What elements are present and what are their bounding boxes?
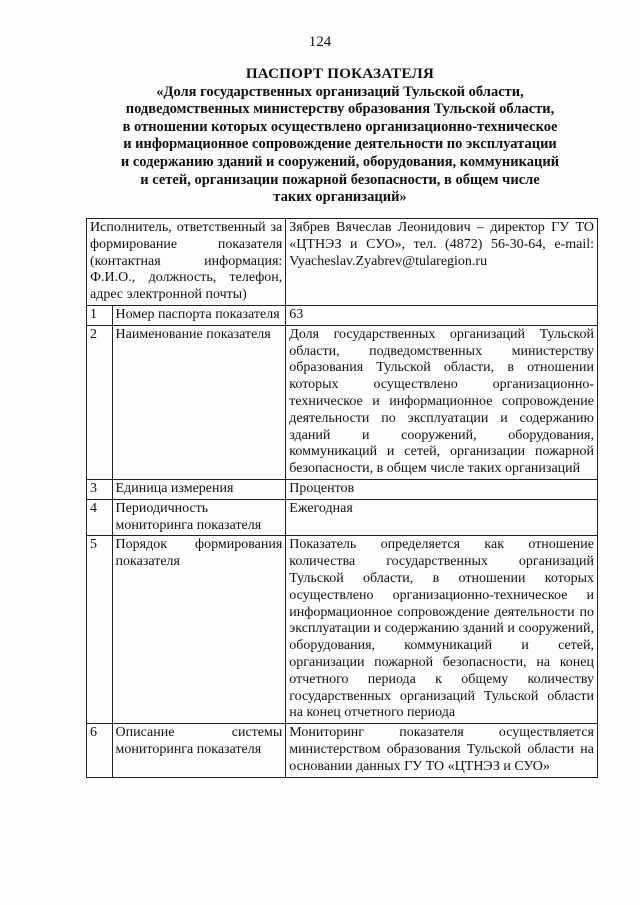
title-line: «Доля государственных организаций Тульской области, [156,83,524,100]
row-label: Единица измерения [112,479,286,499]
executor-label: Исполнитель, ответственный за формирование показателя (контактная информация: Ф.И.О., должность, телефон, адрес электронной почты) [87,219,286,306]
row-number: 6 [87,724,113,777]
page-number: 124 [308,34,332,50]
title-line: подведомственных министерству образования Тульской области, [125,101,555,118]
table-row-executor [87,219,598,306]
row-value: Мониторинг показателя осуществляется министерством образования Тульской области на основании данных ГУ ТО «ЦТНЭЗ и СУО» [286,724,598,777]
row-number: 2 [87,325,113,479]
title-line: в отношении которых осуществлено организационно-техническое [122,118,558,135]
table-row [87,325,598,479]
row-label: Периодичность мониторинга показателя [112,499,286,536]
passport-table [86,218,598,778]
row-number: 1 [87,305,113,325]
title-line: и информационное сопровождение деятельности по эксплуатации [123,136,557,153]
row-number: 5 [87,536,113,724]
row-label: Номер паспорта показателя [112,305,286,325]
row-label: Описание системы мониторинга показателя [112,724,286,777]
document-title [100,66,580,207]
row-label: Порядок формирования показателя [112,536,286,724]
title-line: и содержанию зданий и сооружений, оборудования, коммуникаций [120,153,560,170]
row-value: 63 [286,305,598,325]
executor-value: Зябрев Вячеслав Леонидович – директор ГУ ТО «ЦТНЭЗ и СУО», тел. (4872) 56-30-64, e-mail: Vyacheslav.Zyabrev@tularegion.ru [286,219,598,306]
title-line: таких организаций» [273,189,407,206]
row-value: Доля государственных организаций Тульской области, подведомственных министерству образования Тульской области, в отношении которых осуществлено организационно-техническое и информационное сопровождение деятельности по эксплуатации и содержанию зданий и сооружений, оборудования, коммуникаций и сетей, организации пожарной безопасности, в общем числе таких организаций [286,325,598,479]
table-row [87,724,598,777]
row-value: Процентов [286,479,598,499]
table-row [87,536,598,724]
row-label: Наименование показателя [112,325,286,479]
row-value: Ежегодная [286,499,598,536]
row-number: 4 [87,499,113,536]
table-row [87,499,598,536]
table-row [87,305,598,325]
passport-heading: ПАСПОРТ ПОКАЗАТЕЛЯ [245,66,435,82]
row-number: 3 [87,479,113,499]
title-line: и сетей, организации пожарной безопасности, в общем числе [140,171,540,188]
table-row [87,479,598,499]
row-value: Показатель определяется как отношение количества государственных организаций Тульской области, в отношении которых осуществлено организационно-техническое и информационное сопровождение деятельности по эксплуатации и содержанию зданий и сооружений, оборудования, коммуникаций и сетей, организации пожарной безопасности, на конец отчетного периода к общему количеству государственных организаций Тульской области на конец отчетного периода [286,536,598,724]
